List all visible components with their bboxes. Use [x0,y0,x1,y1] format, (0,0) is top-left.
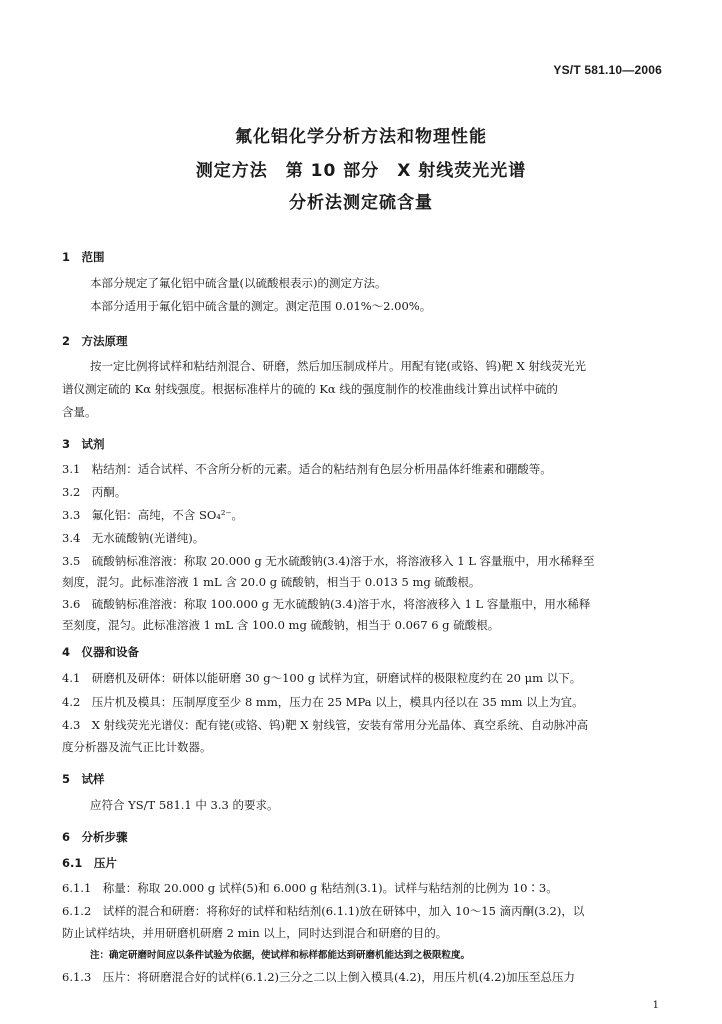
section-1-para-2: 本部分适用于氟化铝中硫含量的测定。测定范围 0.01%～2.00%。 [90,299,432,313]
standard-code: YS/T 581.10—2006 [553,63,662,77]
section-3-heading: 3 试剂 [62,437,105,451]
page-number: 1 [652,1000,659,1011]
item-3-5-line-1: 3.5 硫酸钠标准溶液：称取 20.000 g 无水硫酸钠(3.4)溶于水，将溶液移入 1 L 容量瓶中，用水稀释至 [62,554,595,568]
section-5-para: 应符合 YS/T 581.1 中 3.3 的要求。 [90,798,279,812]
section-5-heading: 5 试样 [62,772,105,786]
section-2-line-3: 含量。 [62,405,97,419]
item-4-3-line-1: 4.3 X 射线荧光光谱仪：配有铑(或铬、钨)靶 X 射线管，安装有常用分光晶体、真空系统、自动脉冲高 [62,718,589,732]
item-3-5-line-2: 刻度，混匀。此标准溶液 1 mL 含 20.0 g 硫酸钠，相当于 0.013 5 mg 硫酸根。 [62,575,481,589]
doc-title-line-3: 分析法测定硫含量 [289,193,433,213]
item-6-1-1: 6.1.1 称量：称取 20.000 g 试样(5)和 6.000 g 粘结剂(3.1)。试样与粘结剂的比例为 10∶3。 [62,881,558,895]
section-1-para-1: 本部分规定了氟化铝中硫含量(以硫酸根表示)的测定方法。 [90,276,387,290]
doc-title-line-1: 氟化铝化学分析方法和物理性能 [235,127,487,147]
subsection-6-1-heading: 6.1 压片 [62,856,117,870]
item-4-3-line-2: 度分析器及流气正比计数器。 [62,740,212,754]
section-2-heading: 2 方法原理 [62,334,128,348]
item-3-3: 3.3 氟化铝：高纯，不含 SO₄²⁻。 [62,508,244,522]
note: 注：确定研磨时间应以条件试验为依据，使试样和标样都能达到研磨机能达到之极限粒度。 [90,950,471,961]
section-2-line-1: 按一定比例将试样和粘结剂混合、研磨，然后加压制成样片。用配有铑(或铬、钨)靶 X 射线荧光光 [90,359,586,373]
section-1-heading: 1 范围 [62,250,105,264]
item-6-1-2-line-2: 防止试样结块，并用研磨机研磨 2 min 以上，同时达到混合和研磨的目的。 [62,926,448,940]
section-6-heading: 6 分析步骤 [62,830,128,844]
item-4-1: 4.1 研磨机及研体：研体以能研磨 30 g～100 g 试样为宜，研磨试样的极限粒度约在 20 μm 以下。 [62,671,582,685]
section-2-line-2: 谱仪测定硫的 Kα 射线强度。根据标准样片的硫的 Kα 线的强度制作的校准曲线计算出试样中硫的 [62,382,558,396]
item-3-1: 3.1 粘结剂：适合试样、不含所分析的元素。适合的粘结剂有色层分析用晶体纤维素和硼酸等。 [62,462,552,476]
item-6-1-2-line-1: 6.1.2 试样的混合和研磨：将称好的试样和粘结剂(6.1.1)放在研钵中，加入 10～15 滴丙酮(3.2)，以 [62,904,585,918]
item-3-2: 3.2 丙酮。 [62,485,127,499]
item-6-1-3: 6.1.3 压片：将研磨混合好的试样(6.1.2)三分之二以上倒入模具(4.2)，用压片机(4.2)加压至总压力 [62,970,576,984]
section-4-heading: 4 仪器和设备 [62,645,140,659]
doc-title-line-2: 测定方法 第 10 部分 X 射线荧光光谱 [195,161,527,181]
item-4-2: 4.2 压片机及模具：压制厚度至少 8 mm，压力在 25 MPa 以上，模具内径以在 35 mm 以上为宜。 [62,695,584,709]
item-3-6-line-2: 至刻度，混匀。此标准溶液 1 mL 含 100.0 mg 硫酸钠，相当于 0.067 6 g 硫酸根。 [62,618,500,632]
item-3-4: 3.4 无水硫酸钠(光谱纯)。 [62,531,205,545]
item-3-6-line-1: 3.6 硫酸钠标准溶液：称取 100.000 g 无水硫酸钠(3.4)溶于水，将溶液移入 1 L 容量瓶中，用水稀释 [62,597,591,611]
